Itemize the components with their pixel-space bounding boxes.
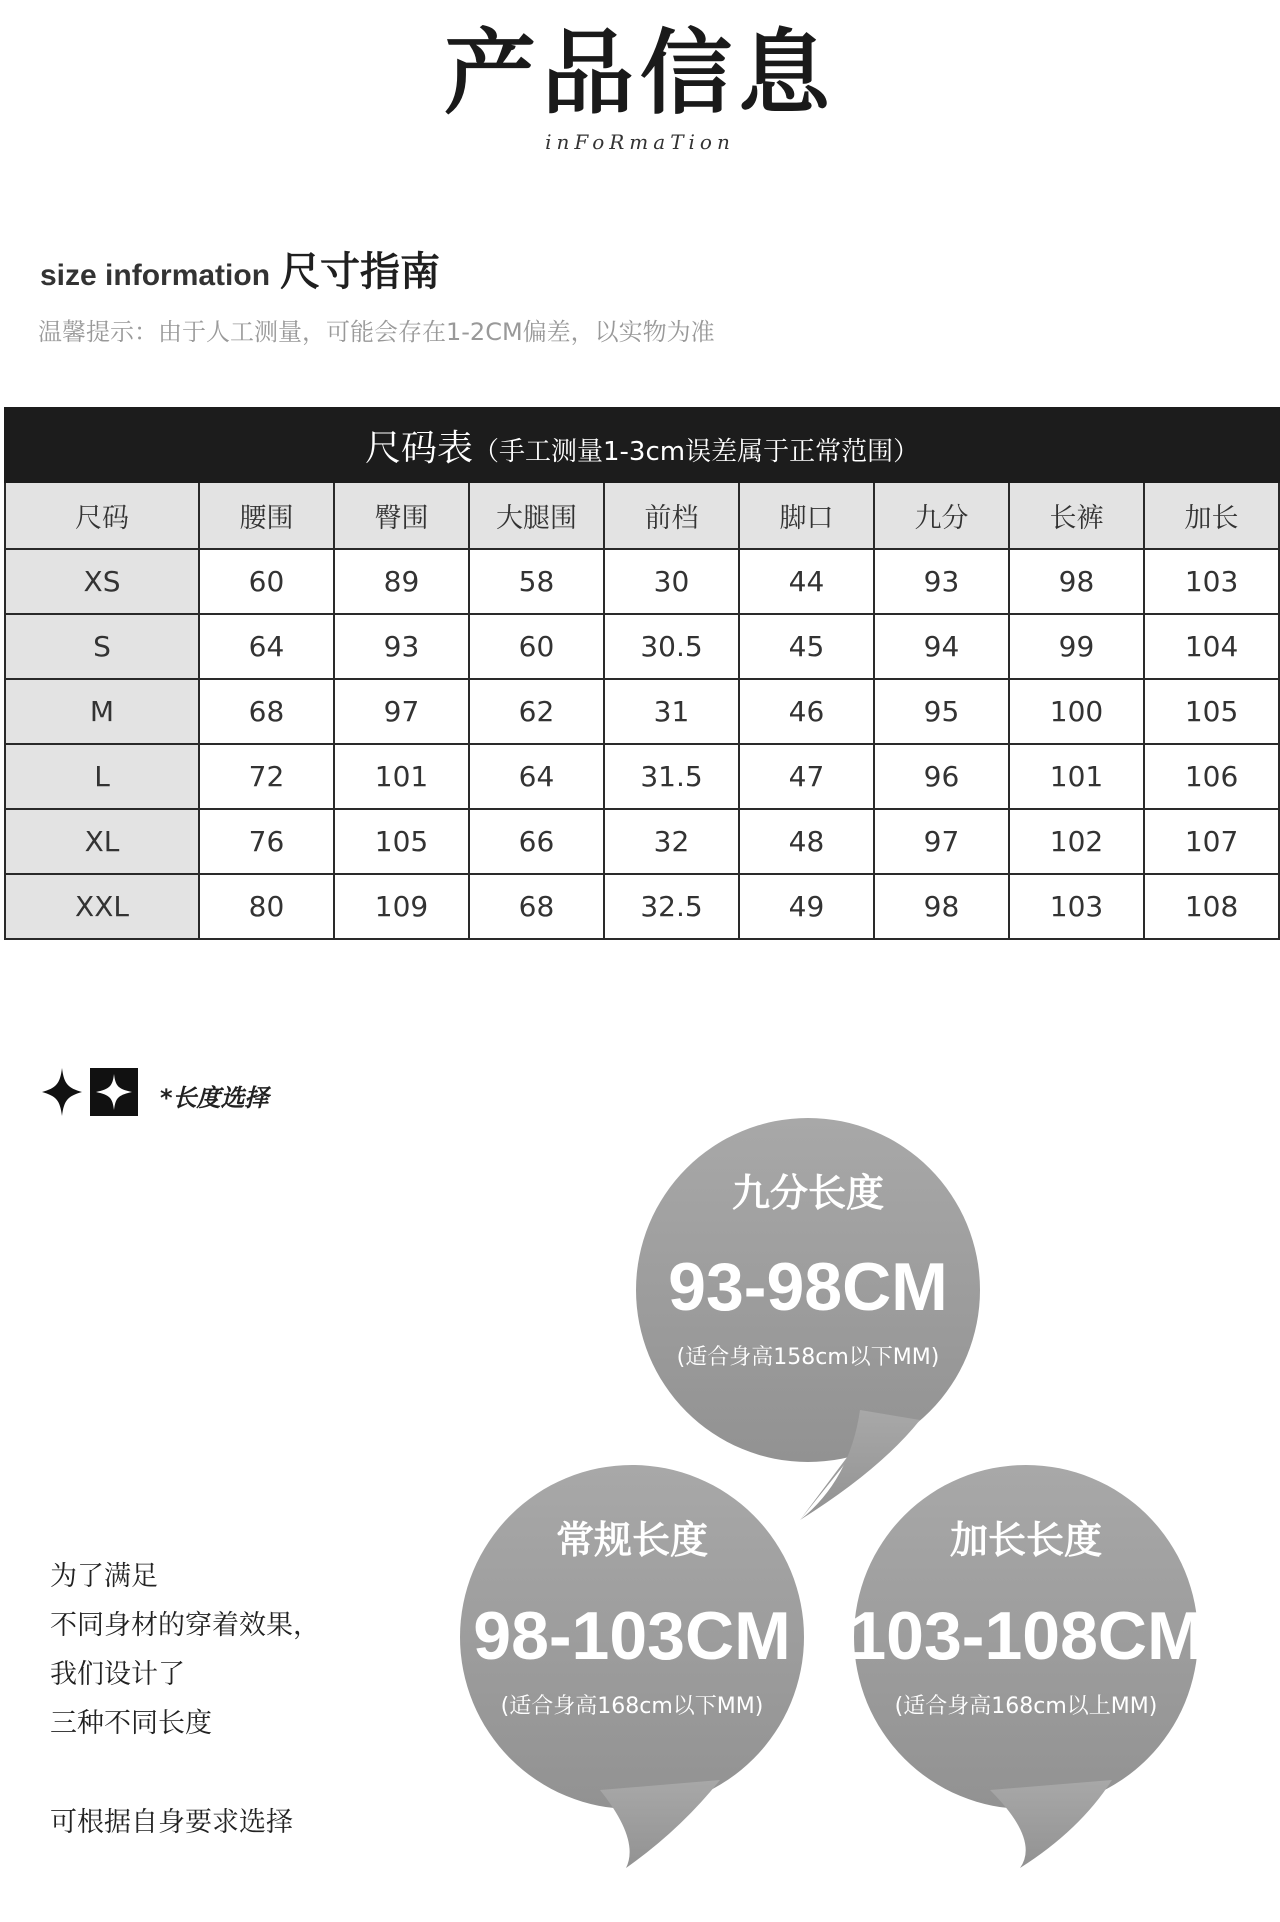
- measurement-cell: 66: [469, 809, 604, 874]
- bubble-note: (适合身高158cm以下MM): [676, 1345, 940, 1370]
- measurement-cell: 109: [334, 874, 469, 939]
- measurement-cell: 64: [469, 744, 604, 809]
- measurement-cell: 93: [874, 549, 1009, 614]
- measurement-cell: 46: [739, 679, 874, 744]
- size-label-cell: XS: [5, 549, 199, 614]
- measurement-cell: 105: [334, 809, 469, 874]
- length-choice-label: *长度选择: [160, 1084, 269, 1112]
- measurement-cell: 105: [1144, 679, 1279, 744]
- measurement-cell: 97: [874, 809, 1009, 874]
- measurement-cell: 45: [739, 614, 874, 679]
- measurement-cell: 108: [1144, 874, 1279, 939]
- measurement-cell: 30.5: [604, 614, 739, 679]
- measurement-cell: 99: [1009, 614, 1144, 679]
- column-header: 前档: [604, 482, 739, 549]
- measurement-cell: 101: [1009, 744, 1144, 809]
- description-line: 三种不同长度: [50, 1708, 212, 1739]
- size-label-cell: XL: [5, 809, 199, 874]
- measurement-cell: 72: [199, 744, 334, 809]
- column-header: 九分: [874, 482, 1009, 549]
- measurement-note: 温馨提示：由于人工测量，可能会存在1-2CM偏差，以实物为准: [38, 318, 715, 346]
- size-label-cell: XXL: [5, 874, 199, 939]
- bubble-note: (适合身高168cm以上MM): [894, 1694, 1158, 1719]
- length-bubble-regular: [460, 1465, 804, 1868]
- bubble-range: 98-103CM: [473, 1598, 791, 1674]
- measurement-cell: 60: [469, 614, 604, 679]
- description-line: 为了满足: [50, 1561, 158, 1592]
- length-bubble-extended: [848, 1465, 1203, 1868]
- measurement-cell: 96: [874, 744, 1009, 809]
- measurement-cell: 103: [1144, 549, 1279, 614]
- size-guide-heading-cn: 尺寸指南: [280, 249, 441, 295]
- measurement-cell: 106: [1144, 744, 1279, 809]
- size-label-cell: S: [5, 614, 199, 679]
- measurement-cell: 80: [199, 874, 334, 939]
- bubble-range: 103-108CM: [848, 1598, 1204, 1674]
- measurement-cell: 101: [334, 744, 469, 809]
- measurement-cell: 32: [604, 809, 739, 874]
- table-caption-note: （手工测量1-3cm误差属于正常范围）: [473, 436, 920, 467]
- size-label-cell: L: [5, 744, 199, 809]
- measurement-cell: 93: [334, 614, 469, 679]
- bubble-title: 加长长度: [949, 1518, 1103, 1562]
- measurement-cell: 60: [199, 549, 334, 614]
- description-line: 不同身材的穿着效果，: [50, 1610, 320, 1641]
- size-label-cell: M: [5, 679, 199, 744]
- length-description: [50, 1552, 320, 1748]
- measurement-cell: 103: [1009, 874, 1144, 939]
- measurement-cell: 68: [469, 874, 604, 939]
- measurement-cell: 98: [1009, 549, 1144, 614]
- column-header: 脚口: [739, 482, 874, 549]
- column-header: 腰围: [199, 482, 334, 549]
- measurement-cell: 49: [739, 874, 874, 939]
- length-choice-cta: 可根据自身要求选择: [50, 1807, 293, 1838]
- measurement-cell: 76: [199, 809, 334, 874]
- measurement-cell: 89: [334, 549, 469, 614]
- bubble-note: (适合身高168cm以下MM): [500, 1694, 764, 1719]
- measurement-cell: 102: [1009, 809, 1144, 874]
- length-bubble-cropped: [636, 1118, 980, 1520]
- measurement-cell: 48: [739, 809, 874, 874]
- measurement-cell: 31.5: [604, 744, 739, 809]
- measurement-cell: 58: [469, 549, 604, 614]
- measurement-cell: 64: [199, 614, 334, 679]
- size-guide-heading-en: size information: [40, 259, 271, 292]
- measurement-cell: 98: [874, 874, 1009, 939]
- measurement-cell: 94: [874, 614, 1009, 679]
- page-subtitle: inFoRmaTion: [545, 130, 735, 154]
- measurement-cell: 100: [1009, 679, 1144, 744]
- measurement-cell: 104: [1144, 614, 1279, 679]
- measurement-cell: 62: [469, 679, 604, 744]
- measurement-cell: 30: [604, 549, 739, 614]
- bubble-range: 93-98CM: [668, 1249, 948, 1325]
- column-header: 大腿围: [469, 482, 604, 549]
- measurement-cell: 97: [334, 679, 469, 744]
- measurement-cell: 107: [1144, 809, 1279, 874]
- column-header: 长裤: [1009, 482, 1144, 549]
- column-header: 加长: [1144, 482, 1279, 549]
- measurement-cell: 32.5: [604, 874, 739, 939]
- column-header: 臀围: [334, 482, 469, 549]
- bubble-title: 常规长度: [555, 1518, 709, 1562]
- description-line: 我们设计了: [50, 1659, 185, 1690]
- page-title: 产品信息: [443, 20, 836, 127]
- bubble-title: 九分长度: [731, 1171, 885, 1215]
- measurement-cell: 47: [739, 744, 874, 809]
- measurement-cell: 44: [739, 549, 874, 614]
- measurement-cell: 68: [199, 679, 334, 744]
- table-caption-title: 尺码表: [364, 427, 473, 469]
- measurement-cell: 95: [874, 679, 1009, 744]
- measurement-cell: 31: [604, 679, 739, 744]
- column-header: 尺码: [5, 482, 199, 549]
